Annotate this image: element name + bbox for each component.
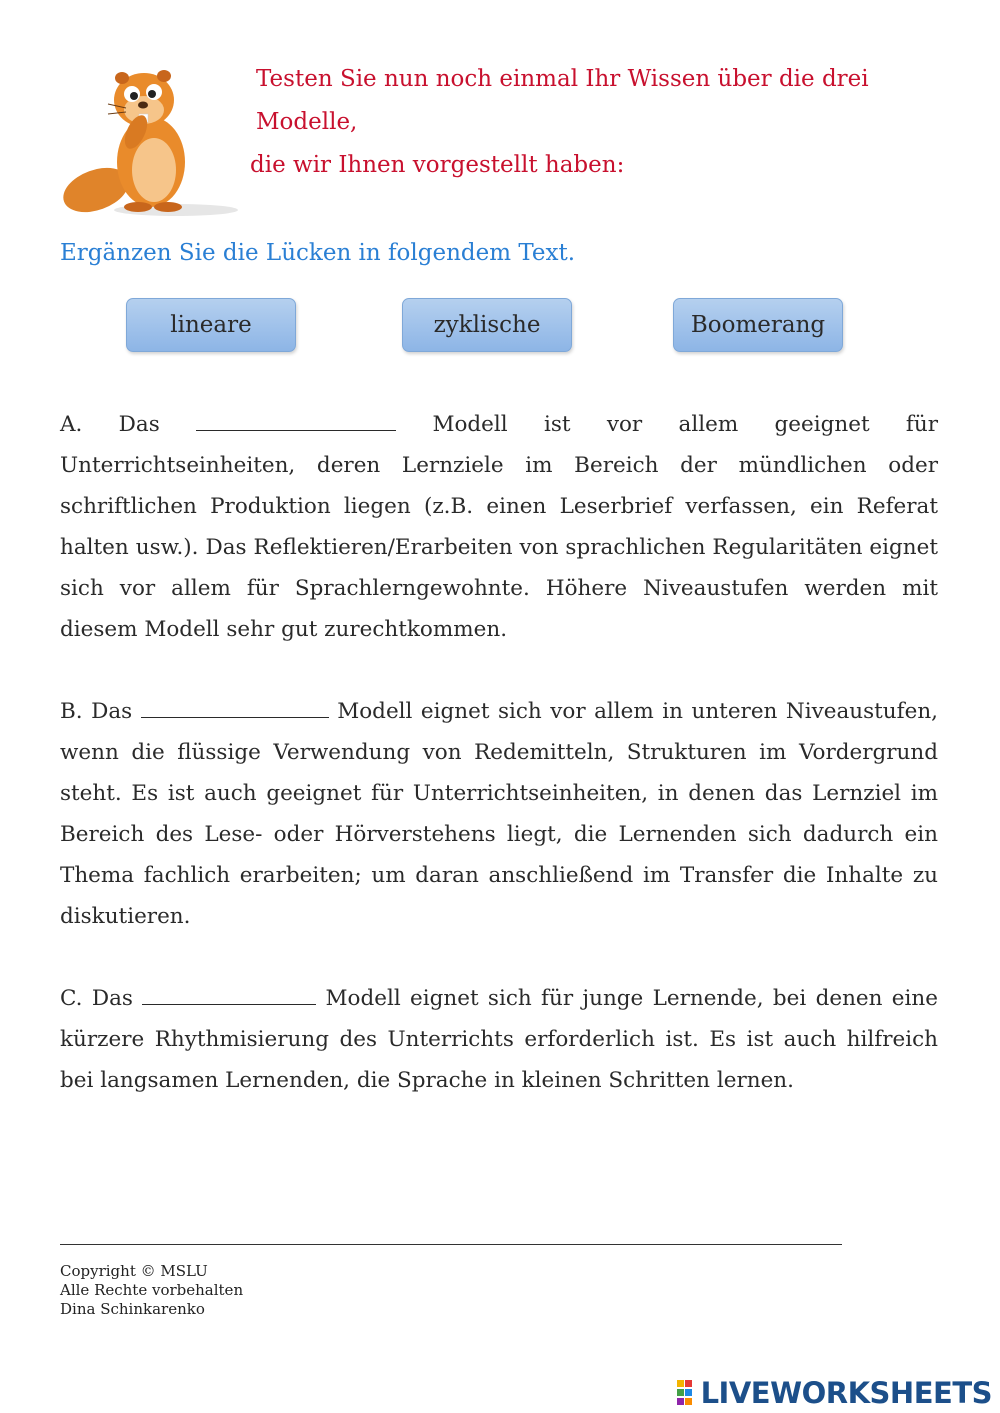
footer-copyright: Copyright © MSLU [60, 1262, 208, 1280]
footer-divider [60, 1244, 842, 1245]
paragraph-c-text: Modell eignet sich für junge Lernende, bei denen eine kürzere Rhythmisierung des Unterrichts erforderlich ist. Es ist auch hilfreich bei langsamen Lernenden, die Sprache in kleinen Schritten lernen. [60, 986, 938, 1093]
paragraph-a-text: Modell ist vor allem geeignet für Unterrichtseinheiten, deren Lernziele im Bereich der mündlichen oder schriftlichen Produktion liegen (z.B. einen Leserbrief verfassen, ein Referat halten usw.). Das Reflektieren/Erarbeiten von sprachlichen Regularitäten eignet sich vor allem für Sprachlerngewohnte. Höhere Niveaustufen werden mit diesem Modell sehr gut zurechtkommen. [60, 412, 938, 642]
paragraph-b-text: Modell eignet sich vor allem in unteren Niveaustufen, wenn die flüssige Verwendung von Redemitteln, Strukturen im Vordergrund steht. Es ist auch geeignet für Unterrichtseinheiten, in denen das Lernziel im Bereich des Lese- oder Hörverstehens liegt, die Lernenden sich dadurch ein Thema fachlich erarbeiten; um daran anschließend im Transfer die Inhalte zu diskutieren. [60, 699, 938, 929]
paragraph-a-prefix: A. Das [60, 412, 160, 437]
instruction-text: Ergänzen Sie die Lücken in folgendem Text. [60, 240, 576, 266]
word-chip-zyklische[interactable]: zyklische [402, 298, 572, 352]
liveworksheets-brand-text: LIVEWORKSHEETS [700, 1376, 992, 1410]
blank-c-drop-target[interactable] [142, 986, 316, 1005]
paragraph-a [60, 404, 938, 650]
blank-a-drop-target[interactable] [196, 412, 396, 431]
footer [60, 1262, 243, 1319]
liveworksheets-grid-icon [677, 1380, 701, 1406]
blank-b-drop-target[interactable] [141, 699, 329, 718]
intro-line-1: Testen Sie nun noch einmal Ihr Wissen über die drei Modelle, [256, 66, 869, 135]
liveworksheets-logo [677, 1376, 992, 1410]
footer-author: Dina Schinkarenko [60, 1300, 205, 1318]
paragraph-c-prefix: C. Das [60, 986, 133, 1011]
word-chip-lineare[interactable]: lineare [126, 298, 296, 352]
paragraph-b [60, 691, 938, 937]
intro-line-2: die wir Ihnen vorgestellt haben: [250, 152, 625, 178]
paragraph-c [60, 978, 938, 1101]
footer-rights: Alle Rechte vorbehalten [60, 1281, 244, 1299]
beaver-mascot-illustration [56, 62, 246, 222]
word-chip-boomerang[interactable]: Boomerang [673, 298, 843, 352]
paragraph-b-prefix: B. Das [60, 699, 133, 724]
intro-text [250, 58, 970, 187]
